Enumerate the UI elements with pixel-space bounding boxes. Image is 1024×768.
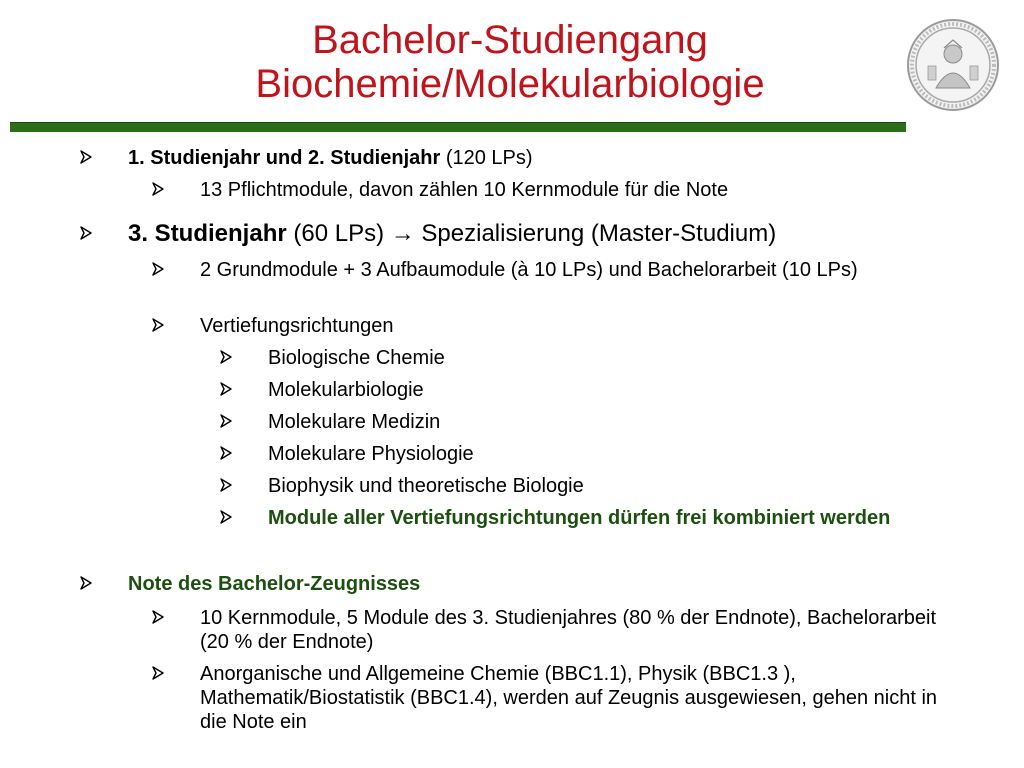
bullet-grundmodule-text: 2 Grundmodule + 3 Aufbaumodule (à 10 LPs) und Bachelorarbeit (10 LPs) bbox=[200, 259, 858, 281]
bullet-molekulare-physiologie bbox=[218, 442, 958, 466]
arrow-bullet-icon bbox=[218, 349, 234, 365]
title-divider bbox=[10, 122, 906, 132]
bullet-molekulare-medizin-text: Molekulare Medizin bbox=[268, 411, 441, 433]
bullet-studienjahr-1-2 bbox=[78, 146, 958, 170]
arrow-bullet-icon bbox=[150, 317, 166, 333]
bullet-pflichtmodule-text: 13 Pflichtmodule, davon zählen 10 Kernmodule für die Note bbox=[200, 179, 729, 201]
bullet-vertiefungsrichtungen-text: Vertiefungsrichtungen bbox=[200, 315, 394, 337]
bullet-grundmodule bbox=[150, 258, 950, 282]
arrow-bullet-icon bbox=[78, 575, 94, 591]
bullet-studienjahr-1-2-bold: 1. Studienjahr und 2. Studienjahr bbox=[128, 147, 441, 169]
arrow-bullet-icon bbox=[150, 181, 166, 197]
bullet-vertiefungsrichtungen bbox=[150, 314, 950, 338]
bullet-molekulare-medizin bbox=[218, 410, 958, 434]
bullet-module-kombiniert-text: Module aller Vertiefungsrichtungen dürfen frei kombiniert werden bbox=[268, 507, 891, 529]
arrow-bullet-icon bbox=[78, 225, 94, 241]
arrow-bullet-icon bbox=[218, 509, 234, 525]
bullet-pflichtmodule bbox=[150, 178, 950, 202]
bullet-note-bachelor-text: Note des Bachelor-Zeugnisses bbox=[128, 573, 421, 595]
bullet-note-bachelor bbox=[78, 572, 958, 596]
bullet-studienjahr-3-bold: 3. Studienjahr bbox=[128, 220, 287, 247]
arrow-bullet-icon bbox=[218, 445, 234, 461]
bullet-molekularbiologie bbox=[218, 378, 958, 402]
bullet-biologische-chemie-text: Biologische Chemie bbox=[268, 347, 445, 369]
arrow-bullet-icon bbox=[150, 609, 166, 625]
slide-title-line-1: Bachelor-Studiengang bbox=[312, 18, 708, 62]
bullet-biophysik bbox=[218, 474, 958, 498]
bullet-studienjahr-1-2-rest: (120 LPs) bbox=[440, 147, 533, 169]
arrow-bullet-icon bbox=[218, 477, 234, 493]
bullet-kernmodule-text: 10 Kernmodule, 5 Module des 3. Studienjahres (80 % der Endnote), Bachelorarbeit (20 % der Endnote) bbox=[200, 607, 937, 653]
arrow-bullet-icon bbox=[150, 665, 166, 681]
bullet-module-kombiniert bbox=[218, 506, 958, 530]
bullet-biophysik-text: Biophysik und theoretische Biologie bbox=[268, 475, 584, 497]
bullet-molekularbiologie-text: Molekularbiologie bbox=[268, 379, 424, 401]
bullet-studienjahr-3-rest: (60 LPs) → Spezialisierung (Master-Studium) bbox=[286, 220, 777, 247]
bullet-molekulare-physiologie-text: Molekulare Physiologie bbox=[268, 443, 474, 465]
bullet-kernmodule bbox=[150, 606, 950, 654]
slide-title-line-2: Biochemie/Molekularbiologie bbox=[255, 62, 765, 106]
bullet-studienjahr-3 bbox=[78, 220, 978, 248]
university-seal-icon bbox=[906, 18, 1000, 112]
arrow-bullet-icon bbox=[218, 413, 234, 429]
bullet-biologische-chemie bbox=[218, 346, 958, 370]
arrow-bullet-icon bbox=[150, 261, 166, 277]
bullet-anorganische-chemie bbox=[150, 662, 950, 734]
arrow-bullet-icon bbox=[78, 149, 94, 165]
slide-title bbox=[110, 18, 910, 106]
arrow-bullet-icon bbox=[218, 381, 234, 397]
bullet-anorganische-chemie-text: Anorganische und Allgemeine Chemie (BBC1.1), Physik (BBC1.3 ), Mathematik/Biostatistik (BBC1.4), werden auf Zeugnis ausgewiesen, gehen nicht in die Note ein bbox=[200, 663, 938, 733]
